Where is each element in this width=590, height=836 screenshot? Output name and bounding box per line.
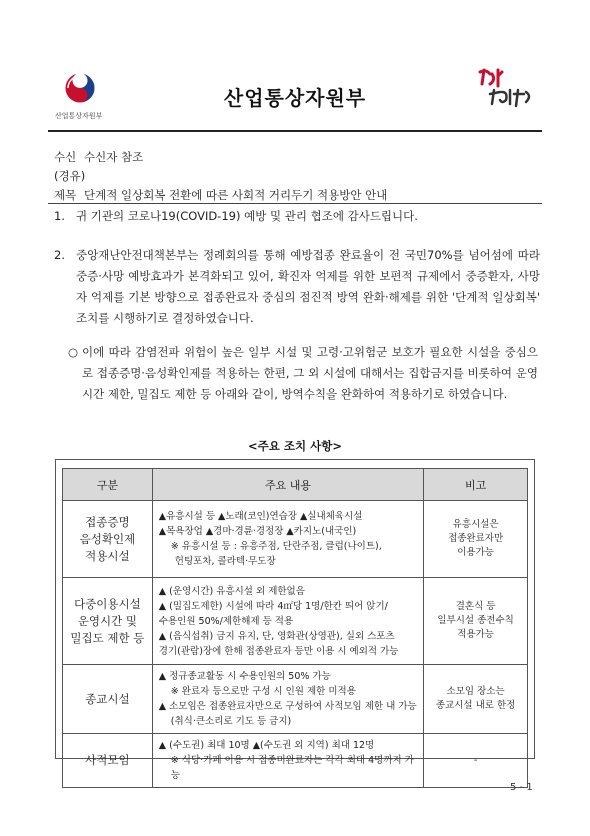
note-line: 이용가능 [457, 547, 494, 558]
subject-label: 제목 [54, 188, 77, 202]
paragraph-text: 중앙재난안전대책본부는 정례회의를 통해 예방접종 완료율이 전 국민70%를 넘어섬에 따라 중증·사망 예방효과가 본격화되고 있어, 확진자 억제를 위한 보편적 규제에서 중증환자, 사망자 억제를 기본 방향으로 접종완료자 중심의 점진적 방역 완화·해제를 위한 '단계적 일상회복' 조치를 시행하기로 결정하였습니다. [76, 248, 540, 325]
table-caption: <주요 조치 사항> [248, 439, 342, 453]
recipient-label: 수신 [54, 150, 77, 164]
category-line: 접종증명 [85, 514, 130, 529]
measures-table [62, 468, 528, 788]
category-cell [63, 665, 153, 734]
logo-text: 산업통상자원부 [55, 112, 103, 120]
content-line: ※ 완료자 등으로만 구성 시 인원 제한 미적용 [170, 686, 356, 697]
ministry-title: 산업통상자원부 [223, 86, 367, 110]
category-cell [63, 501, 153, 578]
note-line: 일부시설 종전수칙 [437, 615, 514, 626]
header-rule [48, 130, 542, 132]
sub-paragraph [68, 342, 538, 405]
subject-rule [48, 203, 542, 204]
subject-line [54, 187, 387, 203]
content-line: ▲ 소모임은 접종완료자만으로 구성하여 사적모임 제한 내 가능 [158, 701, 417, 712]
note-line: 결혼식 등 [455, 601, 496, 612]
recipient-line [54, 149, 143, 165]
content-line: 경기(관람)장에 한해 접종완료자 등만 이용 시 예외적 가능 [158, 645, 399, 657]
category-cell [63, 734, 153, 788]
category-line: 다중이용시설 [74, 596, 141, 611]
note-line: - [473, 754, 478, 766]
content-line: ▲ (운영시간) 유흥시설 외 제한없음 [158, 585, 305, 597]
content-cell [152, 734, 423, 788]
content-line: ※ 유흥시설 등 : 유흥주점, 단란주점, 클럽(나이트), [170, 541, 382, 552]
column-header: 주요 내용 [152, 469, 423, 501]
column-header: 비고 [424, 469, 528, 501]
note-cell [424, 665, 528, 734]
content-line: ※ 식당·카페 이용 시 접종미완료자는 각각 최대 4명까지 가능 [170, 755, 414, 781]
category-line: 사적모임 [85, 753, 130, 767]
table-row [63, 501, 528, 578]
paragraph-number: 1. [54, 209, 65, 223]
sub-paragraph-text: 이에 따라 감염전파 위험이 높은 일부 시설 및 고령·고위험군 보호가 필요한 시설을 중심으로 접종증명·음성확인제를 적용하는 한편, 그 외 시설에 대해서는 집합금지를 비롯하여 운영시간 제한, 밀집도 제한 등 아래와 같이, 방역수칙을 완화하여 적용하기로 하였습니다. [82, 345, 538, 401]
content-line: ▲ (수도권) 최대 10명 ▲(수도권 외 지역) 최대 12명 [158, 740, 375, 751]
content-line: ▲유흥시설 등 ▲노래(코인)연습장 ▲실내체육시설 [158, 511, 363, 522]
category-line: 적용시설 [85, 548, 130, 563]
note-cell [424, 501, 528, 578]
paragraph-2 [54, 245, 540, 329]
content-line: ▲ 정규종교활동 시 수용인원의 50% 가능 [158, 671, 331, 682]
content-line: ▲ (음식섭취) 금지 유지, 단, 영화관(상영관), 실외 스포츠 [158, 630, 395, 642]
note-line: 유흥시설은 [452, 519, 499, 530]
via-line: (경유) [54, 169, 86, 183]
table-row [63, 578, 528, 665]
content-cell [152, 578, 423, 665]
category-cell [63, 578, 153, 665]
content-line: ▲목욕장업 ▲경마·경륜·경정장 ▲카지노(내국인) [158, 526, 357, 537]
subject-value: 단계적 일상회복 전환에 따른 사회적 거리두기 적용방안 안내 [84, 188, 388, 202]
note-line: 접종완료자만 [448, 533, 504, 544]
content-line: 수용인원 50%/제한해제 등 적용 [158, 615, 294, 627]
paragraph-number: 2. [54, 248, 65, 262]
note-line: 소모임 장소는 [446, 686, 505, 697]
note-line: 종교시설 내로 한정 [435, 700, 516, 711]
recipient-value: 수신자 참조 [84, 150, 144, 164]
content-cell [152, 501, 423, 578]
table-header-row [63, 469, 528, 501]
category-line: 밀집도 제한 등 [70, 630, 145, 645]
page-number: 5 - 1 [510, 782, 533, 793]
content-line: ▲ (밀집도제한) 시설에 따라 4㎡당 1명/한칸 띄어 앉기/ [158, 600, 388, 612]
note-cell [424, 734, 528, 788]
note-cell [424, 578, 528, 665]
slogan-calligraphy [470, 66, 540, 114]
table-row [63, 734, 528, 788]
category-line: 음성확인제 [79, 531, 136, 546]
circle-bullet: ○ [68, 345, 79, 359]
category-line: 종교시설 [85, 691, 130, 706]
column-header: 구분 [63, 469, 153, 501]
content-line: (취식·큰소리로 기도 등 금지) [170, 716, 292, 727]
category-line: 운영시간 및 [77, 613, 137, 628]
paragraph-text: 귀 기관의 코로나19(COVID-19) 예방 및 관리 협조에 감사드립니다. [76, 209, 418, 223]
content-line: 헌팅포차, 콜라텍·무도장 [174, 556, 276, 567]
note-line: 적용가능 [457, 629, 494, 640]
paragraph-1 [54, 206, 540, 227]
table-row [63, 665, 528, 734]
content-cell [152, 665, 423, 734]
